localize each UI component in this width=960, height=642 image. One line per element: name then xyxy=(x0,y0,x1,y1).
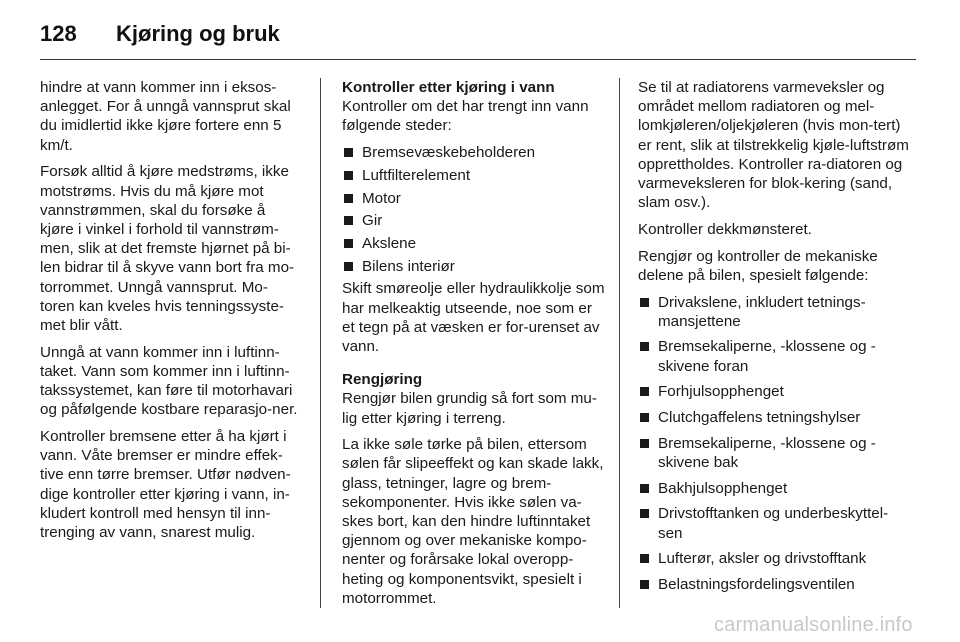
bullet-icon xyxy=(640,387,649,396)
list-item: Bilens interiør xyxy=(342,257,606,276)
paragraph: Forsøk alltid å kjøre medstrøms, ikke motstrøms. Hvis du må kjøre mot vannstrømmen, skal du forsøke å kjøre i vinkel i forhold til vannstrøm-men, slik at det fremste hjørnet på bi-len bidrar til å skyve vann bort fra mo-torrommet. Unngå vannsprut. Mo-toren kan kveles hvis tenningssyste-met blir vått. xyxy=(40,163,295,334)
list-item: Motor xyxy=(342,189,606,208)
bullet-icon xyxy=(640,484,649,493)
bullet-icon xyxy=(640,554,649,563)
list-item: Clutchgaffelens tetningshylser xyxy=(638,408,910,427)
bullet-icon xyxy=(640,509,649,518)
check-list xyxy=(342,143,606,276)
watermark: carmanualsonline.info xyxy=(714,614,913,636)
mechanical-parts-list xyxy=(638,293,910,595)
bullet-icon xyxy=(344,148,353,157)
bullet-icon xyxy=(640,298,649,307)
paragraph: Kontroller bremsene etter å ha kjørt i vann. Våte bremser er mindre effek-tive enn tørre bremser. Utfør nødven-dige kontroller etter kjøring i vann, in-kludert kontroll med hensyn til inn-trenging av vann, snarest mulig. xyxy=(40,427,291,541)
list-item: Gir xyxy=(342,211,606,230)
bullet-icon xyxy=(344,194,353,203)
bullet-icon xyxy=(640,413,649,422)
bullet-icon xyxy=(344,262,353,271)
bullet-icon xyxy=(640,342,649,351)
list-item: Drivstofftanken og underbeskyttel-sen xyxy=(638,504,910,542)
paragraph: Rengjør og kontroller de mekaniske delene på bilen, spesielt følgende: xyxy=(638,247,878,284)
paragraph: Unngå at vann kommer inn i luftinn-taket. Vann som kommer inn i luftinn-takssystemet, kan føre til motorhavari og påfølgende kostbare reparasjo-ner. xyxy=(40,343,298,419)
paragraph: hindre at vann kommer inn i eksos-anlegget. For å unngå vannsprut skal du imidlertid ikke kjøre fortere enn 5 km/t. xyxy=(40,79,291,154)
bullet-icon xyxy=(344,239,353,248)
list-item: Bremsevæskebeholderen xyxy=(342,143,606,162)
page-header xyxy=(40,14,280,54)
paragraph: Kontroller om det har trengt inn vann følgende steder: xyxy=(342,98,589,135)
list-item: Akslene xyxy=(342,234,606,253)
paragraph: Se til at radiatorens varmeveksler og området mellom radiatoren og mel-lomkjøleren/oljekjøleren (hvis mon-tert) er rent, slik at tilstrekkelig kjøle-luftstrøm opprettholdes. Kontroller ra-diatoren og varmeveksleren for blok-kering (sand, slam osv.). xyxy=(638,79,909,212)
paragraph: Skift smøreolje eller hydraulikkolje som har melkeaktig utseende, noe som er et tegn på at væsken er for-urenset av vann. xyxy=(342,280,605,355)
list-item: Drivakslene, inkludert tetnings-mansjettene xyxy=(638,293,910,331)
list-item: Luftfilterelement xyxy=(342,166,606,185)
bullet-icon xyxy=(640,439,649,448)
list-item: Bremsekaliperne, -klossene og -skivene foran xyxy=(638,337,910,375)
paragraph: Rengjør bilen grundig så fort som mu-lig etter kjøring i terreng. xyxy=(342,390,597,427)
column-1 xyxy=(40,78,302,550)
section-heading-cleaning: Rengjøring xyxy=(342,371,423,389)
bullet-icon xyxy=(640,580,649,589)
bullet-icon xyxy=(344,171,353,180)
column-divider-1 xyxy=(320,78,321,608)
list-item: Belastningsfordelingsventilen xyxy=(638,575,910,594)
section-heading-after-water: Kontroller etter kjøring i vann xyxy=(342,79,555,96)
list-item: Bremsekaliperne, -klossene og -skivene bak xyxy=(638,434,910,472)
list-item: Bakhjulsopphenget xyxy=(638,479,910,498)
header-rule xyxy=(40,59,916,60)
column-2 xyxy=(342,78,606,616)
paragraph: La ikke søle tørke på bilen, ettersom sølen får slipeeffekt og kan skade lakk, glass, tetninger, lagre og brem-sekomponenter. Hvis ikke sølen va-skes bort, kan den hindre luftinntaket gjennom og over mekaniske kompo-nenter og forårsake lokal overopp-heting og komponentsvikt, spesielt i motorrommet. xyxy=(342,436,604,607)
list-item: Forhjulsopphenget xyxy=(638,382,910,401)
column-3 xyxy=(638,78,910,601)
page-number: 128 xyxy=(40,21,77,46)
bullet-icon xyxy=(344,216,353,225)
column-divider-2 xyxy=(619,78,620,608)
list-item: Lufterør, aksler og drivstofftank xyxy=(638,549,910,568)
paragraph: Kontroller dekkmønsteret. xyxy=(638,220,812,238)
page-title: Kjøring og bruk xyxy=(116,21,280,46)
